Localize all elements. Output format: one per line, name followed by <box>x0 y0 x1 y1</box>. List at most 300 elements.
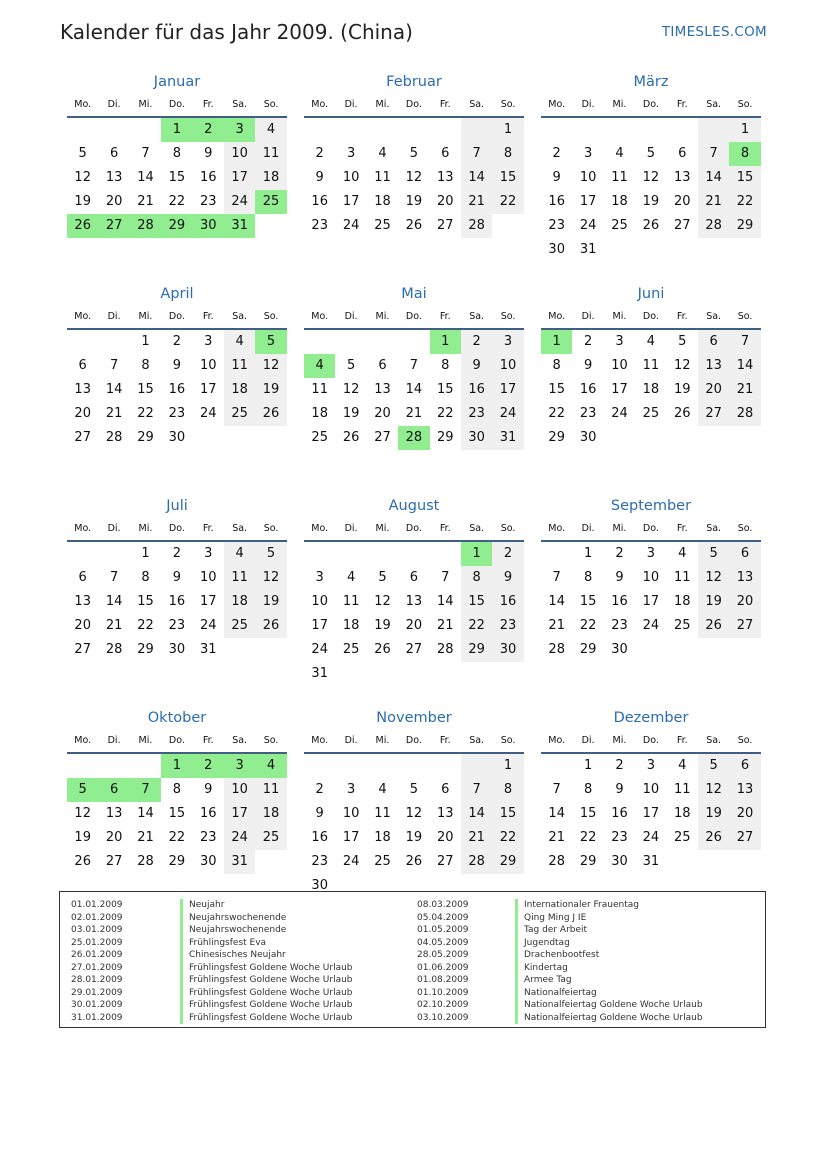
day-cell: 19 <box>405 830 423 845</box>
weekday-label: Sa. <box>232 99 248 110</box>
empty-day-cell <box>67 754 98 778</box>
weekday-label: Mo. <box>74 311 92 322</box>
day-cell: 2 <box>583 334 593 349</box>
day-cell: 30 <box>579 430 597 445</box>
empty-day-cell <box>304 542 335 566</box>
day-cell: 22 <box>492 826 523 850</box>
day-cell: 7 <box>461 142 492 166</box>
weekday-label: Sa. <box>706 311 722 322</box>
days-grid <box>304 754 524 898</box>
day-cell: 29 <box>137 642 154 657</box>
day-cell: 27 <box>729 826 760 850</box>
day-cell: 1 <box>492 118 523 142</box>
day-cell: 23 <box>492 614 523 638</box>
day-cell: 20 <box>105 830 123 845</box>
days-grid <box>304 542 524 686</box>
day-cell: 13 <box>405 594 423 609</box>
day-cell: 11 <box>611 170 628 185</box>
legend-date: 31.01.2009 <box>71 1012 123 1023</box>
day-cell: 7 <box>698 142 729 166</box>
day-cell: 26 <box>698 614 729 638</box>
month-name: November <box>376 710 452 726</box>
day-cell: 14 <box>137 806 154 821</box>
day-cell: 20 <box>729 802 760 826</box>
days-grid <box>67 754 287 874</box>
legend-holiday-name: Jugendtag <box>515 937 570 950</box>
empty-day-cell <box>398 754 429 778</box>
legend-holiday-name: Chinesisches Neujahr <box>180 949 286 962</box>
day-cell: 22 <box>137 406 154 421</box>
day-cell: 25 <box>374 218 391 233</box>
day-cell: 15 <box>548 382 565 397</box>
day-cell: 11 <box>374 170 391 185</box>
empty-day-cell <box>304 330 335 354</box>
day-cell: 6 <box>441 782 450 797</box>
day-cell: 26 <box>374 642 391 657</box>
day-cell: 12 <box>74 806 91 821</box>
month-name: Dezember <box>613 710 689 726</box>
weekday-label: Di. <box>344 99 358 110</box>
day-cell: 27 <box>74 642 91 657</box>
day-cell: 27 <box>105 854 123 869</box>
day-cell: 10 <box>199 570 217 585</box>
day-cell: 21 <box>729 378 760 402</box>
day-cell: 15 <box>492 802 523 826</box>
day-cell: 14 <box>105 594 123 609</box>
weekday-label: Mo. <box>311 311 329 322</box>
day-cell: 18 <box>224 590 255 614</box>
day-cell: 6 <box>729 542 760 566</box>
day-cell: 9 <box>204 782 213 797</box>
day-cell: 15 <box>137 382 154 397</box>
day-cell: 8 <box>172 782 181 797</box>
day-cell: 26 <box>255 614 286 638</box>
weekday-label: Do. <box>642 735 659 746</box>
days-grid <box>541 118 761 262</box>
day-cell: 4 <box>615 146 624 161</box>
day-cell: 15 <box>461 590 492 614</box>
day-cell: 3 <box>492 330 523 354</box>
day-cell: 27 <box>74 430 91 445</box>
day-cell: 8 <box>172 146 181 161</box>
day-cell: 9 <box>315 170 324 185</box>
day-cell: 6 <box>678 146 687 161</box>
day-cell: 5 <box>698 754 729 778</box>
month-calendar <box>304 706 524 894</box>
weekday-label: Mi. <box>138 735 153 746</box>
day-cell: 29 <box>137 430 154 445</box>
day-cell: 10 <box>642 570 660 585</box>
day-cell: 7 <box>409 358 418 373</box>
weekday-label: So. <box>263 311 279 322</box>
day-cell: 1 <box>583 758 593 773</box>
day-cell: 29 <box>548 430 565 445</box>
weekday-label: Do. <box>405 735 422 746</box>
empty-day-cell <box>430 754 461 778</box>
weekday-label: Mi. <box>612 735 627 746</box>
legend-date: 03.10.2009 <box>417 1012 469 1023</box>
day-cell: 3 <box>646 546 655 561</box>
day-cell: 4 <box>678 546 687 561</box>
day-cell: 15 <box>168 806 186 821</box>
day-cell: 26 <box>342 430 360 445</box>
day-cell: 6 <box>378 358 387 373</box>
day-cell: 12 <box>405 806 423 821</box>
day-cell: 15 <box>137 594 154 609</box>
legend-date: 08.03.2009 <box>417 900 469 910</box>
day-cell: 24 <box>199 406 217 421</box>
day-cell: 8 <box>583 570 593 585</box>
day-cell: 19 <box>255 590 286 614</box>
day-cell: 14 <box>405 382 423 397</box>
day-cell: 5 <box>646 146 655 161</box>
day-cell: 12 <box>642 170 660 185</box>
day-cell: 19 <box>642 194 660 209</box>
day-cell: 22 <box>168 830 186 845</box>
weekday-label: Sa. <box>469 311 485 322</box>
day-cell: 24 <box>224 826 255 850</box>
day-cell: 16 <box>611 594 628 609</box>
day-cell: 26 <box>255 402 286 426</box>
day-cell: 11 <box>374 806 391 821</box>
day-cell: 11 <box>673 782 691 797</box>
months-grid <box>67 70 761 894</box>
empty-day-cell <box>635 118 666 142</box>
legend-holiday-name: Nationalfeiertag Goldene Woche Urlaub <box>515 999 703 1012</box>
legend-date: 27.01.2009 <box>71 962 123 973</box>
day-cell: 13 <box>673 170 691 185</box>
day-cell: 25 <box>255 826 286 850</box>
day-cell: 22 <box>729 190 760 214</box>
empty-day-cell <box>130 754 161 778</box>
day-cell: 16 <box>492 590 523 614</box>
month-name: April <box>160 286 194 302</box>
holiday-day-cell: 28 <box>398 426 429 450</box>
day-cell: 28 <box>729 402 760 426</box>
days-grid <box>541 754 761 874</box>
weekday-label: Mi. <box>612 523 627 534</box>
legend-date: 29.01.2009 <box>71 987 123 998</box>
legend-date: 01.10.2009 <box>417 987 469 998</box>
weekday-label: Mi. <box>375 311 390 322</box>
day-cell: 1 <box>583 546 593 561</box>
day-cell: 11 <box>311 382 328 397</box>
day-cell: 16 <box>199 806 217 821</box>
day-cell: 19 <box>405 194 423 209</box>
weekday-label: Mi. <box>138 311 153 322</box>
weekday-label: Di. <box>581 735 595 746</box>
day-cell: 16 <box>461 378 492 402</box>
day-cell: 27 <box>436 218 454 233</box>
holiday-day-cell: 1 <box>430 330 461 354</box>
day-cell: 8 <box>441 358 450 373</box>
day-cell: 9 <box>315 806 324 821</box>
day-cell: 2 <box>172 334 181 349</box>
legend-date: 02.01.2009 <box>71 912 123 923</box>
day-cell: 28 <box>105 430 123 445</box>
weekday-label: Di. <box>581 99 595 110</box>
empty-day-cell <box>67 330 98 354</box>
day-cell: 11 <box>224 354 255 378</box>
weekday-label: Mo. <box>74 735 92 746</box>
day-cell: 25 <box>342 642 360 657</box>
empty-day-cell <box>67 118 98 142</box>
month-calendar <box>67 282 287 470</box>
legend-holiday-name: Drachenbootfest <box>515 949 599 962</box>
weekday-label: Fr. <box>202 311 214 322</box>
month-calendar <box>541 494 761 682</box>
day-cell: 9 <box>552 170 561 185</box>
holiday-day-cell: 1 <box>461 542 492 566</box>
empty-day-cell <box>572 118 603 142</box>
day-cell: 26 <box>698 826 729 850</box>
holiday-day-cell: 31 <box>224 214 255 238</box>
day-cell: 29 <box>461 638 492 662</box>
month-name: Juli <box>166 498 188 514</box>
weekday-header <box>541 94 761 118</box>
weekday-label: Di. <box>581 311 595 322</box>
day-cell: 12 <box>374 594 391 609</box>
weekday-label: So. <box>500 311 516 322</box>
weekday-label: Do. <box>642 523 659 534</box>
weekday-header <box>304 730 524 754</box>
day-cell: 28 <box>461 214 492 238</box>
day-cell: 6 <box>409 570 418 585</box>
legend-date: 28.05.2009 <box>417 950 469 960</box>
day-cell: 31 <box>579 242 597 257</box>
legend-date: 01.01.2009 <box>71 900 123 910</box>
weekday-label: So. <box>737 735 753 746</box>
day-cell: 13 <box>374 382 391 397</box>
day-cell: 6 <box>698 330 729 354</box>
day-cell: 5 <box>409 782 418 797</box>
day-cell: 20 <box>436 830 454 845</box>
day-cell: 20 <box>74 618 91 633</box>
day-cell: 8 <box>552 358 561 373</box>
day-cell: 16 <box>611 806 628 821</box>
legend-holiday-name: Internationaler Frauentag <box>515 899 639 912</box>
brand-link[interactable]: TIMESLES.COM <box>661 24 767 40</box>
empty-day-cell <box>541 118 572 142</box>
day-cell: 21 <box>461 190 492 214</box>
holiday-day-cell: 30 <box>193 214 224 238</box>
legend-holiday-name: Frühlingsfest Goldene Woche Urlaub <box>180 1012 353 1025</box>
day-cell: 30 <box>199 854 217 869</box>
day-cell: 19 <box>673 382 691 397</box>
day-cell: 14 <box>461 166 492 190</box>
day-cell: 13 <box>105 806 123 821</box>
day-cell: 13 <box>729 778 760 802</box>
day-cell: 28 <box>105 642 123 657</box>
day-cell: 25 <box>224 402 255 426</box>
legend-date: 01.05.2009 <box>417 925 469 935</box>
day-cell: 11 <box>224 566 255 590</box>
day-cell: 17 <box>224 802 255 826</box>
legend-holiday-name: Frühlingsfest Goldene Woche Urlaub <box>180 999 353 1012</box>
empty-day-cell <box>335 754 366 778</box>
empty-day-cell <box>67 542 98 566</box>
empty-day-cell <box>335 330 366 354</box>
weekday-label: Fr. <box>202 735 214 746</box>
weekday-label: So. <box>263 99 279 110</box>
day-cell: 17 <box>342 830 360 845</box>
month-name: Mai <box>401 286 427 302</box>
day-cell: 29 <box>729 214 760 238</box>
day-cell: 22 <box>461 614 492 638</box>
empty-day-cell <box>430 542 461 566</box>
day-cell: 13 <box>74 594 91 609</box>
weekday-label: Mi. <box>375 735 390 746</box>
weekday-label: Do. <box>642 99 659 110</box>
day-cell: 10 <box>311 594 328 609</box>
weekday-label: Mi. <box>612 311 627 322</box>
day-cell: 20 <box>436 194 454 209</box>
legend-holiday-name: Frühlingsfest Goldene Woche Urlaub <box>180 962 353 975</box>
day-cell: 21 <box>105 406 123 421</box>
day-cell: 20 <box>105 194 123 209</box>
day-cell: 23 <box>461 402 492 426</box>
day-cell: 18 <box>611 194 628 209</box>
legend-date: 28.01.2009 <box>71 975 123 985</box>
weekday-label: Fr. <box>676 523 688 534</box>
weekday-header <box>67 518 287 542</box>
day-cell: 6 <box>109 146 119 161</box>
day-cell: 4 <box>378 782 387 797</box>
day-cell: 10 <box>224 142 255 166</box>
day-cell: 7 <box>552 570 561 585</box>
weekday-header <box>541 730 761 754</box>
weekday-label: Do. <box>405 311 422 322</box>
day-cell: 5 <box>378 570 387 585</box>
day-cell: 2 <box>615 546 624 561</box>
day-cell: 19 <box>255 378 286 402</box>
day-cell: 12 <box>342 382 360 397</box>
day-cell: 28 <box>436 642 454 657</box>
day-cell: 24 <box>311 642 328 657</box>
day-cell: 31 <box>311 666 328 681</box>
days-grid <box>67 330 287 450</box>
holiday-day-cell: 1 <box>161 118 192 142</box>
empty-day-cell <box>541 754 572 778</box>
day-cell: 3 <box>315 570 324 585</box>
day-cell: 1 <box>141 334 150 349</box>
legend-holiday-name: Neujahrswochenende <box>180 912 286 925</box>
day-cell: 12 <box>255 566 286 590</box>
day-cell: 21 <box>548 830 565 845</box>
day-cell: 10 <box>199 358 217 373</box>
day-cell: 12 <box>698 566 729 590</box>
day-cell: 11 <box>255 778 286 802</box>
weekday-header <box>541 306 761 330</box>
legend-holiday-name: Frühlingsfest Goldene Woche Urlaub <box>180 974 353 987</box>
day-cell: 20 <box>673 194 691 209</box>
day-cell: 23 <box>199 194 217 209</box>
day-cell: 29 <box>579 642 597 657</box>
month-calendar <box>541 706 761 894</box>
day-cell: 3 <box>204 546 213 561</box>
day-cell: 28 <box>698 214 729 238</box>
day-cell: 10 <box>492 354 523 378</box>
day-cell: 14 <box>105 382 123 397</box>
legend-holiday-name: Frühlingsfest Eva <box>180 937 266 950</box>
holiday-day-cell: 5 <box>255 330 286 354</box>
day-cell: 9 <box>583 358 593 373</box>
month-calendar <box>541 282 761 470</box>
day-cell: 19 <box>698 802 729 826</box>
holiday-day-cell: 1 <box>161 754 192 778</box>
day-cell: 9 <box>461 354 492 378</box>
month-calendar <box>541 70 761 258</box>
holiday-day-cell: 29 <box>161 214 192 238</box>
day-cell: 17 <box>224 166 255 190</box>
day-cell: 30 <box>611 642 628 657</box>
day-cell: 17 <box>199 382 217 397</box>
weekday-label: Mo. <box>548 735 566 746</box>
weekday-label: Mo. <box>311 523 329 534</box>
days-grid <box>67 118 287 238</box>
day-cell: 29 <box>492 850 523 874</box>
day-cell: 30 <box>311 878 328 893</box>
day-cell: 2 <box>172 546 181 561</box>
day-cell: 5 <box>409 146 418 161</box>
day-cell: 3 <box>346 146 356 161</box>
day-cell: 17 <box>492 378 523 402</box>
weekday-label: Fr. <box>439 523 451 534</box>
weekday-label: Mo. <box>74 523 92 534</box>
weekday-label: Mo. <box>311 99 329 110</box>
weekday-label: Sa. <box>469 99 485 110</box>
day-cell: 17 <box>311 618 328 633</box>
day-cell: 13 <box>698 354 729 378</box>
day-cell: 24 <box>224 190 255 214</box>
day-cell: 1 <box>141 546 150 561</box>
days-grid <box>304 118 524 238</box>
weekday-label: Di. <box>581 523 595 534</box>
day-cell: 7 <box>109 358 119 373</box>
legend-date: 05.04.2009 <box>417 912 469 923</box>
weekday-label: Fr. <box>202 523 214 534</box>
day-cell: 8 <box>492 142 523 166</box>
day-cell: 7 <box>461 778 492 802</box>
day-cell: 19 <box>74 194 91 209</box>
weekday-label: Do. <box>168 311 185 322</box>
weekday-label: Fr. <box>439 311 451 322</box>
day-cell: 3 <box>204 334 213 349</box>
empty-day-cell <box>430 118 461 142</box>
weekday-label: Fr. <box>676 735 688 746</box>
weekday-label: Sa. <box>232 523 248 534</box>
day-cell: 10 <box>579 170 597 185</box>
day-cell: 6 <box>78 570 87 585</box>
day-cell: 24 <box>492 402 523 426</box>
day-cell: 24 <box>642 830 660 845</box>
day-cell: 12 <box>405 170 423 185</box>
empty-day-cell <box>398 118 429 142</box>
day-cell: 31 <box>199 642 217 657</box>
days-grid <box>304 330 524 450</box>
day-cell: 23 <box>168 618 186 633</box>
empty-day-cell <box>461 118 492 142</box>
day-cell: 4 <box>346 570 356 585</box>
day-cell: 3 <box>346 782 356 797</box>
empty-day-cell <box>98 330 129 354</box>
day-cell: 23 <box>548 218 565 233</box>
day-cell: 28 <box>548 854 565 869</box>
day-cell: 15 <box>436 382 454 397</box>
empty-day-cell <box>98 118 129 142</box>
day-cell: 28 <box>461 850 492 874</box>
weekday-label: Di. <box>107 523 121 534</box>
